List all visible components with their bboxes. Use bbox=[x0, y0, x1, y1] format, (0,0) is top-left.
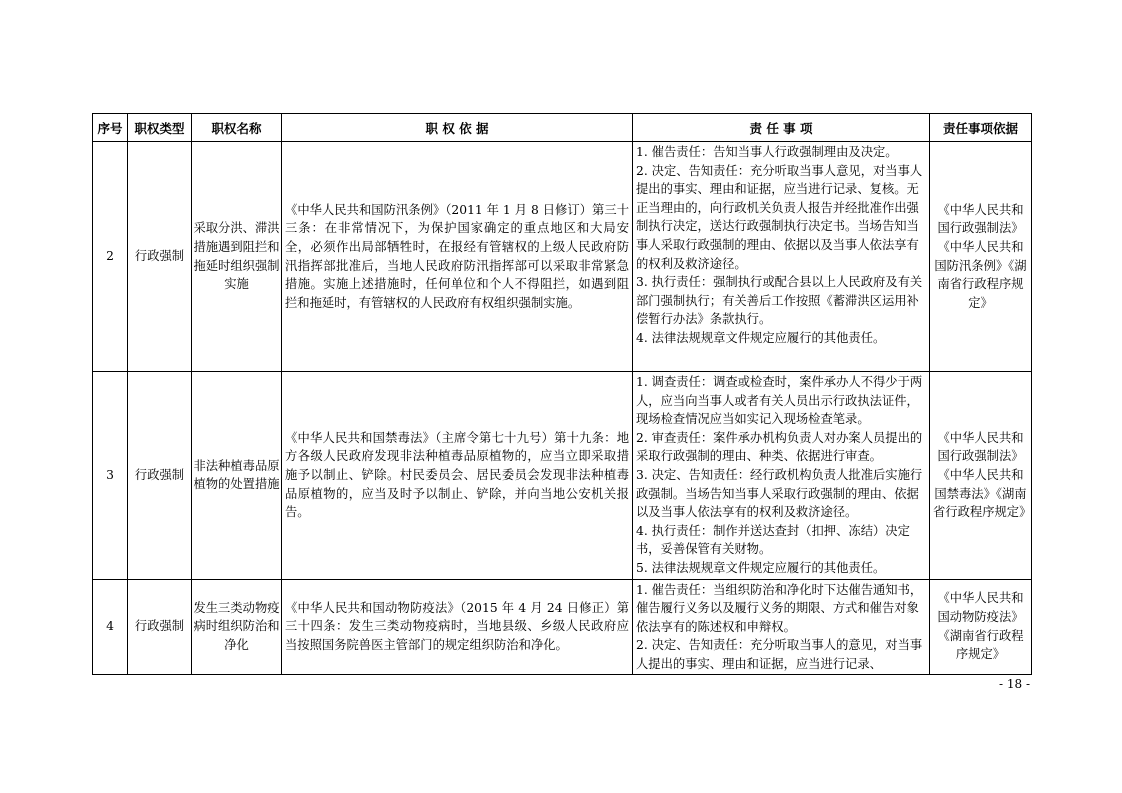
row-ref: 《中华人民共和国行政强制法》《中华人民共和国禁毒法》《湖南省行政程序规定》 bbox=[930, 372, 1032, 580]
page-number: - 18 - bbox=[998, 677, 1030, 691]
row-ref: 《中华人民共和国动物防疫法》《湖南省行政程序规定》 bbox=[930, 579, 1032, 674]
duty-item: 1. 催告责任：当组织防治和净化时下达催告通知书，催告履行义务以及履行义务的期限、方式和催告对象依法享有的陈述权和申辩权。 bbox=[636, 582, 923, 634]
row-no: 2 bbox=[93, 142, 128, 372]
duty-item: 3. 决定、告知责任：经行政机构负责人批准后实施行政强制。当场告知当事人采取行政强制的理由、依据以及当事人依法享有的权利及救济途径。 bbox=[636, 467, 923, 520]
row-name: 非法种植毒品原植物的处置措施 bbox=[192, 372, 282, 580]
header-name: 职权名称 bbox=[192, 114, 282, 142]
header-ref: 责任事项依据 bbox=[930, 114, 1032, 142]
header-basis: 职 权 依 据 bbox=[282, 114, 633, 142]
row-duties bbox=[633, 142, 930, 372]
row-duties bbox=[633, 579, 930, 674]
header-duty: 责 任 事 项 bbox=[633, 114, 930, 142]
row-name: 发生三类动物疫病时组织防治和净化 bbox=[192, 579, 282, 674]
row-type: 行政强制 bbox=[128, 372, 192, 580]
duty-clip bbox=[636, 581, 926, 673]
header-no: 序号 bbox=[93, 114, 128, 142]
table-row bbox=[93, 579, 1032, 674]
table-header-row bbox=[93, 114, 1032, 142]
row-no: 3 bbox=[93, 372, 128, 580]
header-type: 职权类型 bbox=[128, 114, 192, 142]
table-row bbox=[93, 142, 1032, 372]
duty-item: 5. 法律法规规章文件规定应履行的其他责任。 bbox=[636, 560, 886, 575]
row-type: 行政强制 bbox=[128, 142, 192, 372]
duty-item: 4. 执行责任：制作并送达查封（扣押、冻结）决定书，妥善保管有关财物。 bbox=[636, 523, 910, 557]
duty-item: 4. 法律法规规章文件规定应履行的其他责任。 bbox=[636, 330, 886, 345]
duty-item: 2. 审查责任：案件承办机构负责人对办案人员提出的采取行政强制的理由、种类、依据进行审查。 bbox=[636, 430, 923, 464]
row-name: 采取分洪、滞洪措施遇到阻拦和拖延时组织强制实施 bbox=[192, 142, 282, 372]
row-type: 行政强制 bbox=[128, 579, 192, 674]
table-row bbox=[93, 372, 1032, 580]
row-duties bbox=[633, 372, 930, 580]
row-ref: 《中华人民共和国行政强制法》《中华人民共和国防汛条例》《湖南省行政程序规定》 bbox=[930, 142, 1032, 372]
authority-table bbox=[92, 113, 1032, 675]
row-basis: 《中华人民共和国防汛条例》（2011 年 1 月 8 日修订）第三十三条：在非常情况下，为保护国家确定的重点地区和大局安全，必须作出局部牺牲时，在报经有管辖权的上级人民政府防汛指挥部批准后，当地人民政府防汛指挥部可以采取非常紧急措施。实施上述措施时，任何单位和个人不得阻拦，如遇到阻拦和拖延时，有管辖权的人民政府有权组织强制实施。 bbox=[282, 142, 633, 372]
row-no: 4 bbox=[93, 579, 128, 674]
duty-item: 2. 决定、告知责任：充分听取当事人的意见，对当事人提出的事实、理由和证据，应当进行记录、 bbox=[636, 638, 923, 671]
row-basis: 《中华人民共和国禁毒法》（主席令第七十九号）第十九条：地方各级人民政府发现非法种植毒品原植物的，应当立即采取措施予以制止、铲除。村民委员会、居民委员会发现非法种植毒品原植物的，应当及时予以制止、铲除，并向当地公安机关报告。 bbox=[282, 372, 633, 580]
row-basis: 《中华人民共和国动物防疫法》（2015 年 4 月 24 日修正）第三十四条：发生三类动物疫病时，当地县级、乡级人民政府应当按照国务院兽医主管部门的规定组织防治和净化。 bbox=[282, 579, 633, 674]
duty-item: 1. 调查责任：调查或检查时，案件承办人不得少于两人，应当向当事人或者有关人员出示行政执法证件，现场检查情况应当如实记入现场检查笔录。 bbox=[636, 375, 923, 427]
duty-item: 3. 执行责任：强制执行或配合县以上人民政府及有关部门强制执行；有关善后工作按照《蓄滞洪区运用补偿暂行办法》条款执行。 bbox=[636, 275, 923, 327]
duty-item: 1. 催告责任：告知当事人行政强制理由及决定。 bbox=[636, 145, 898, 159]
duty-item: 2. 决定、告知责任：充分听取当事人意见，对当事人提出的事实、理由和证据，应当进行记录、复核。无正当理由的，向行政机关负责人报告并经批准作出强制执行决定，送达行政强制执行决定书。当场告知当事人采取行政强制的理由、依据以及当事人依法享有的权利及救济途径。 bbox=[636, 163, 923, 271]
